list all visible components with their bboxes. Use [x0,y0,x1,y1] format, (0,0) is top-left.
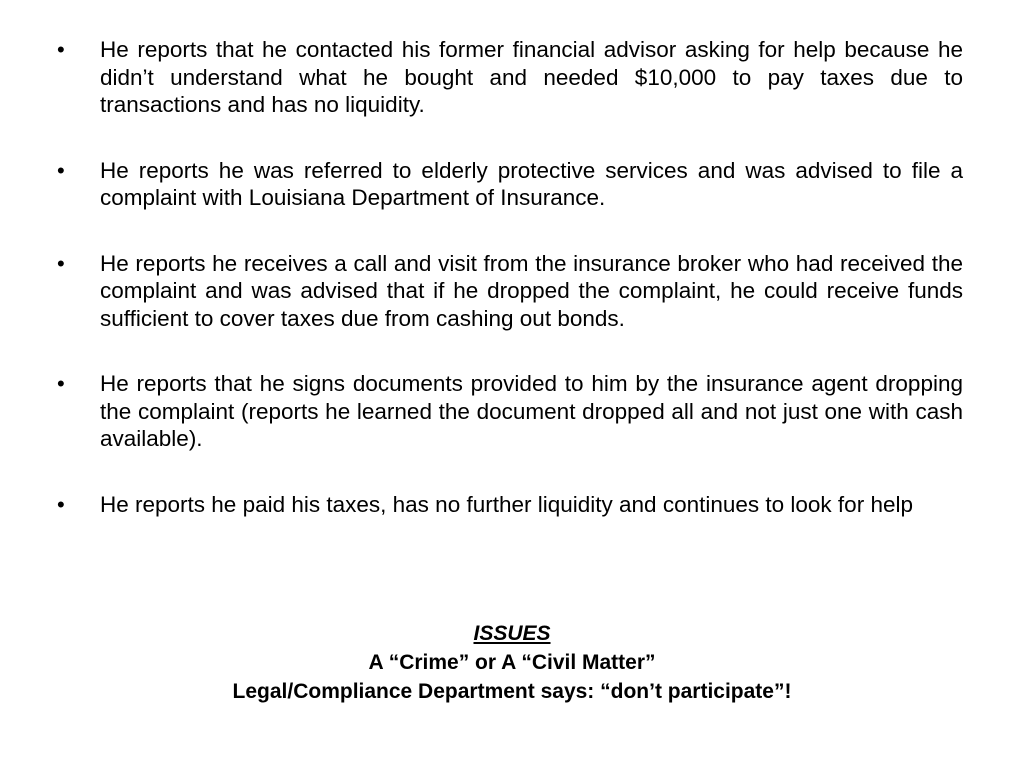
bullet-text: He reports that he contacted his former financial advisor asking for help because he didn’t understand what he bought and needed $10,000 to pay taxes due to transactions and has no liquidity. [100,37,963,117]
issues-section [0,619,1024,706]
bullet-dot-icon: • [57,250,65,276]
bullet-dot-icon: • [57,371,65,396]
bullet-dot-icon: • [57,157,65,183]
bullet-text: He reports that he signs documents provided to him by the insurance agent dropping the complaint (reports he learned the document dropped all and not just one with cash available). [100,371,963,451]
bullet-item-2 [57,157,963,212]
bullet-text: He reports he paid his taxes, has no further liquidity and continues to look for help [100,491,913,517]
issues-heading: ISSUES [473,622,551,645]
bullet-item-5 [57,491,963,519]
bullet-text: He reports he receives a call and visit from the insurance broker who had received the complaint and was advised that if he dropped the complaint, he could receive funds sufficient to cover taxes due from cashing out bonds. [100,250,963,331]
bullet-item-4 [57,370,963,453]
bullet-list [57,36,963,556]
bullet-text: He reports he was referred to elderly protective services and was advised to file a complaint with Louisiana Department of Insurance. [100,157,963,210]
bullet-item-3 [57,250,963,333]
bullet-dot-icon: • [57,37,65,62]
issues-line-crime-or-civil: A “Crime” or A “Civil Matter” [368,651,656,674]
issues-line-legal-compliance: Legal/Compliance Department says: “don’t participate”! [232,680,792,703]
bullet-dot-icon: • [57,491,65,517]
bullet-item-1 [57,36,963,119]
